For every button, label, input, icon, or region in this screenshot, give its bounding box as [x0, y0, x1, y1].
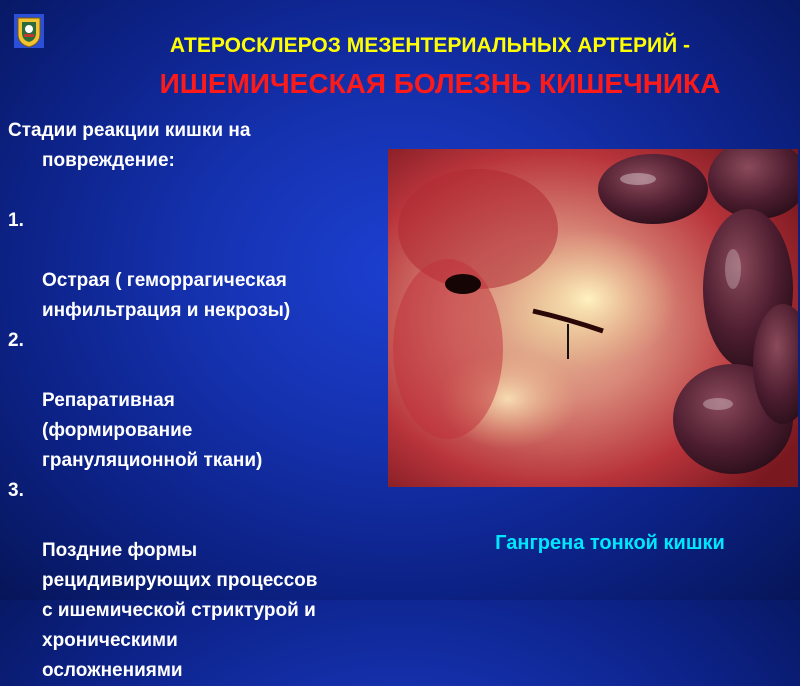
- stage-text-1: Острая ( геморрагическая инфильтрация и некрозы): [42, 270, 291, 321]
- intro-line1: Стадии реакции кишки на: [8, 120, 251, 141]
- stage-item-3: [8, 476, 388, 686]
- gangrene-photo: [388, 149, 798, 487]
- stage-number-3: 3.: [8, 480, 24, 501]
- stage-number-2: 2.: [8, 330, 24, 351]
- slide-title-line2: ИШЕМИЧЕСКАЯ БОЛЕЗНЬ КИШЕЧНИКА: [159, 68, 721, 99]
- stage-number-1: 1.: [8, 210, 24, 231]
- slide-title-line1: АТЕРОСКЛЕРОЗ МЕЗЕНТЕРИАЛЬНЫХ АРТЕРИЙ -: [169, 34, 691, 57]
- stage-item-2: [8, 326, 388, 476]
- intro-line2: повреждение:: [42, 150, 175, 171]
- intro-text: [8, 116, 378, 176]
- emblem-logo-icon: [14, 14, 44, 48]
- stage-text-3: Поздние формы рецидивирующих процессов с ишемической стриктурой и хроническими осложнениями: [42, 540, 318, 681]
- stage-item-1: [8, 206, 388, 326]
- stage-text-2: Репаративная (формирование грануляционной ткани): [42, 390, 263, 471]
- photo-caption: Гангрена тонкой кишки: [495, 532, 725, 554]
- stages-list: [8, 206, 388, 686]
